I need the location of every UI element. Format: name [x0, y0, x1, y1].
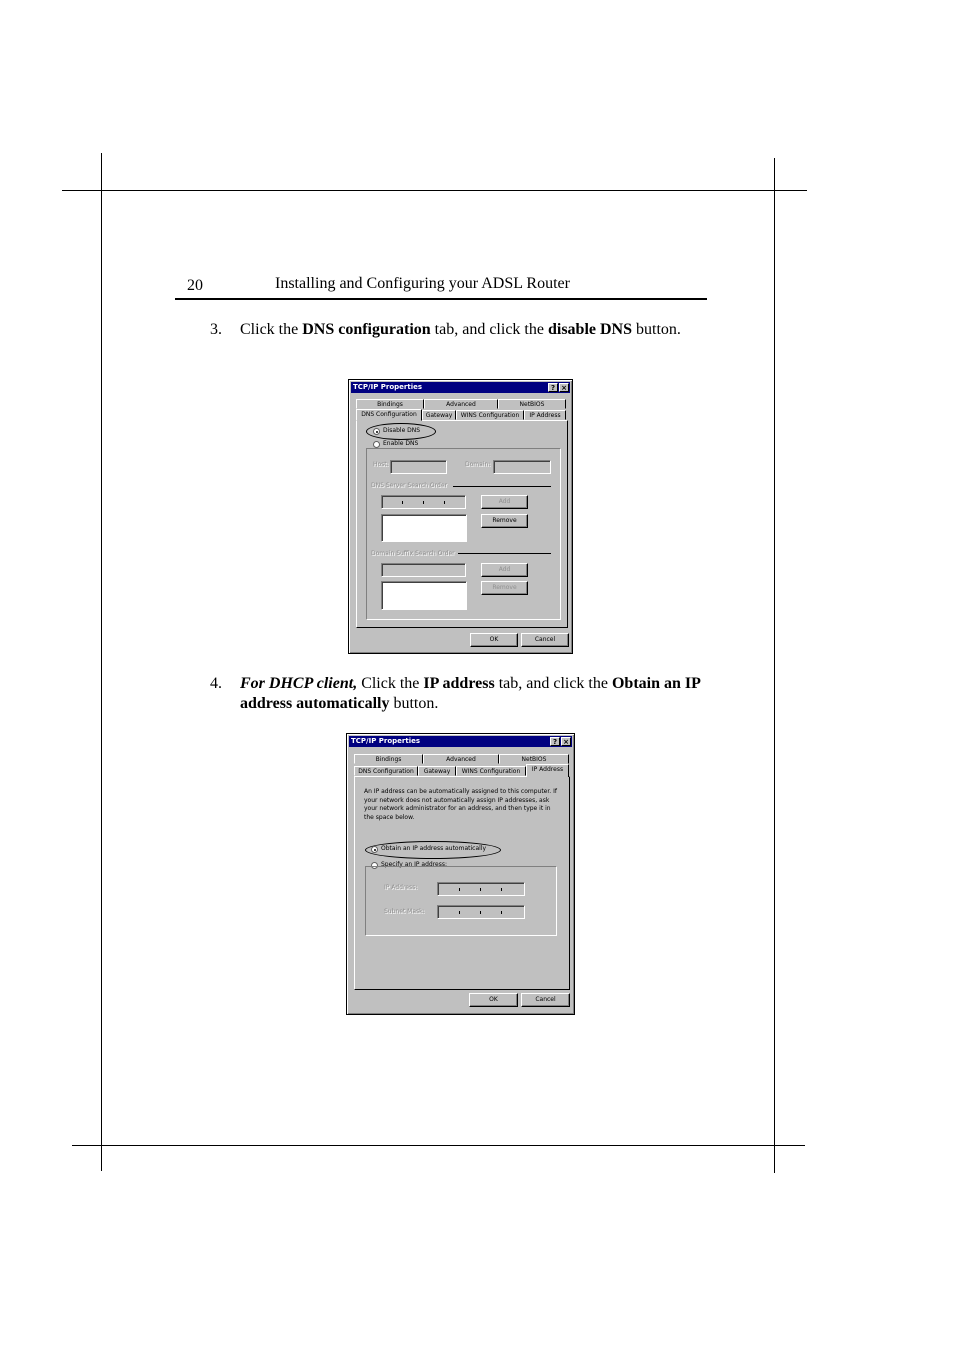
- obtain-ip-radio[interactable]: [371, 846, 378, 853]
- ip-separator: [501, 911, 502, 914]
- title-bar: [349, 736, 572, 747]
- tab-gateway[interactable]: Gateway: [422, 410, 456, 420]
- subnet-mask-input[interactable]: [437, 905, 525, 919]
- tab-wins-configuration[interactable]: WINS Configuration: [456, 410, 524, 420]
- text-run: Click the: [240, 321, 303, 338]
- step-number: 3.: [210, 321, 222, 338]
- help-button[interactable]: ?: [550, 737, 560, 746]
- tab-advanced[interactable]: Advanced: [423, 754, 499, 764]
- text-run: Obtain an IP address automatically: [240, 675, 701, 712]
- tab-dns-configuration[interactable]: DNS Configuration: [354, 766, 418, 776]
- tab-gateway[interactable]: Gateway: [418, 766, 456, 776]
- text-run: button.: [632, 321, 681, 338]
- tab-wins-configuration[interactable]: WINS Configuration: [456, 766, 526, 776]
- group-divider: [458, 553, 551, 554]
- ip-separator: [444, 501, 445, 504]
- text-run: tab, and click the: [430, 321, 548, 338]
- ip-separator: [459, 911, 460, 914]
- domain-label: Domain:: [465, 461, 491, 468]
- dns-server-ip-input[interactable]: [381, 495, 466, 509]
- domain-suffix-list[interactable]: [381, 581, 467, 610]
- text-run: button.: [389, 695, 439, 712]
- disable-dns-label: Disable DNS: [383, 427, 421, 434]
- disable-dns-radio[interactable]: [373, 428, 380, 435]
- cancel-button[interactable]: Cancel: [521, 633, 569, 647]
- crop-mark: [774, 158, 775, 1173]
- domain-suffix-group-label: Domain Suffix Search Order: [371, 550, 455, 557]
- text-run: tab, and click the: [494, 675, 612, 692]
- tab-ip-address[interactable]: IP Address: [524, 410, 566, 420]
- dns-server-group-label: DNS Server Search Order: [371, 482, 447, 489]
- tab-bindings[interactable]: Bindings: [354, 754, 423, 764]
- ip-separator: [402, 501, 403, 504]
- subnet-mask-label: Subnet Mask:: [384, 908, 425, 915]
- ip-separator: [501, 888, 502, 891]
- suffix-add-button[interactable]: Add: [481, 563, 528, 577]
- dns-remove-button[interactable]: Remove: [481, 514, 528, 528]
- domain-input[interactable]: [493, 460, 551, 474]
- tab-netbios[interactable]: NetBIOS: [499, 754, 569, 764]
- enable-dns-label: Enable DNS: [383, 440, 419, 447]
- text-run: IP address: [423, 675, 495, 692]
- step-text: [240, 320, 700, 340]
- ip-separator: [480, 888, 481, 891]
- crop-mark: [101, 153, 102, 1171]
- step-text: [240, 674, 700, 714]
- text-run: DNS configuration: [302, 321, 431, 338]
- text-run: For DHCP client,: [240, 675, 358, 692]
- header-rule: [175, 298, 707, 300]
- text-run: Click the: [357, 675, 424, 692]
- ip-address-input[interactable]: [437, 882, 525, 896]
- page-number: 20: [187, 277, 203, 294]
- group-divider: [453, 486, 551, 487]
- step-number: 4.: [210, 675, 222, 692]
- title-bar: [351, 382, 570, 393]
- crop-mark: [62, 190, 807, 191]
- tab-ip-address[interactable]: IP Address: [526, 764, 569, 777]
- dialog-title: TCP/IP Properties: [353, 383, 423, 391]
- text-run: disable DNS: [547, 321, 632, 338]
- running-head: Installing and Configuring your ADSL Router: [275, 275, 570, 292]
- tcpip-properties-dialog-dns: [348, 379, 573, 654]
- cancel-button[interactable]: Cancel: [521, 993, 570, 1007]
- ok-button[interactable]: OK: [470, 633, 518, 647]
- dns-add-button[interactable]: Add: [481, 495, 528, 509]
- ip-address-label: IP Address:: [384, 884, 418, 891]
- ip-separator: [459, 888, 460, 891]
- specify-ip-group: [365, 866, 557, 936]
- ip-separator: [480, 911, 481, 914]
- specify-ip-label: Specify an IP address:: [381, 861, 448, 868]
- tab-netbios[interactable]: NetBIOS: [498, 399, 566, 409]
- tab-bindings[interactable]: Bindings: [356, 399, 424, 409]
- tab-dns-configuration[interactable]: DNS Configuration: [356, 409, 422, 421]
- domain-suffix-input[interactable]: [381, 563, 466, 577]
- enable-dns-radio[interactable]: [373, 441, 380, 448]
- tcpip-properties-dialog-ip: [346, 733, 575, 1015]
- obtain-ip-label: Obtain an IP address automatically: [381, 845, 487, 852]
- dialog-title: TCP/IP Properties: [351, 737, 421, 745]
- host-label: Host:: [373, 461, 389, 468]
- ip-separator: [423, 501, 424, 504]
- close-button[interactable]: ×: [559, 383, 569, 392]
- help-button[interactable]: ?: [548, 383, 558, 392]
- ip-description: An IP address can be automatically assigned to this computer. If your network does not automatically assign IP addresses, ask your network administrator for an address, and then type it in the space below.: [364, 788, 557, 821]
- crop-mark: [72, 1145, 805, 1146]
- host-input[interactable]: [390, 460, 447, 474]
- tab-advanced[interactable]: Advanced: [424, 399, 498, 409]
- dns-server-list[interactable]: [381, 514, 467, 542]
- suffix-remove-button[interactable]: Remove: [481, 581, 528, 595]
- ok-button[interactable]: OK: [469, 993, 518, 1007]
- close-button[interactable]: ×: [561, 737, 571, 746]
